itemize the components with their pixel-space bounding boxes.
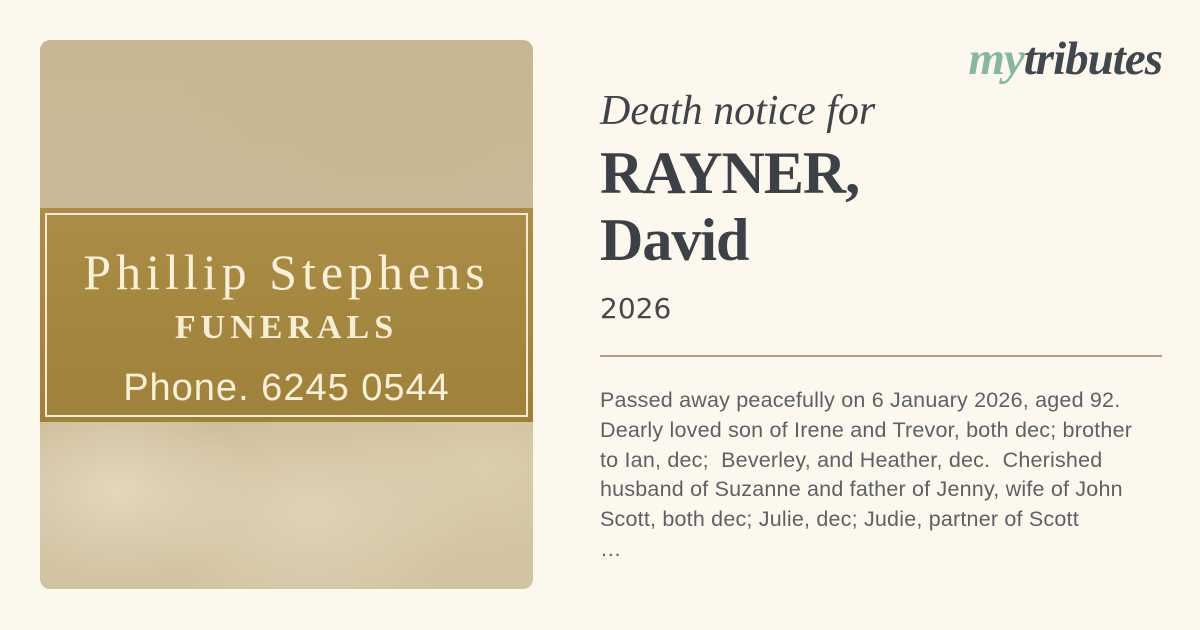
deceased-name: [600, 140, 859, 274]
notice-text-line: to Ian, dec; Beverley, and Heather, dec. Cherished: [600, 447, 1103, 472]
site-logo: [968, 33, 1162, 85]
site-logo-suffix: tributes: [1023, 33, 1162, 85]
notice-text-line: Scott, both dec; Julie, dec; Judie, partner of Scott: [600, 507, 1079, 532]
divider-line: [600, 355, 1162, 357]
notice-text-line: husband of Suzanne and father of Jenny, wife of John: [600, 477, 1123, 502]
ad-business-type: FUNERALS: [174, 309, 399, 346]
ad-phone-number: Phone. 6245 0544: [123, 367, 450, 409]
deceased-surname: RAYNER,: [600, 140, 860, 206]
notice-type-label: Death notice for: [600, 88, 876, 134]
site-logo-prefix: my: [968, 33, 1024, 85]
funeral-home-image: [40, 40, 533, 589]
death-year: 2026: [600, 292, 672, 325]
notice-text-line: Passed away peacefully on 6 January 2026, aged 92.: [600, 388, 1121, 412]
ad-gold-plaque: [40, 208, 533, 422]
deceased-firstname: David: [600, 207, 749, 273]
ad-plaque-border: [45, 213, 528, 417]
notice-text-line: Dearly loved son of Irene and Trevor, both dec; brother: [600, 417, 1133, 442]
ad-business-name: Phillip Stephens: [83, 244, 490, 300]
notice-body: [600, 386, 1170, 565]
notice-truncation-ellipsis: …: [600, 536, 622, 561]
